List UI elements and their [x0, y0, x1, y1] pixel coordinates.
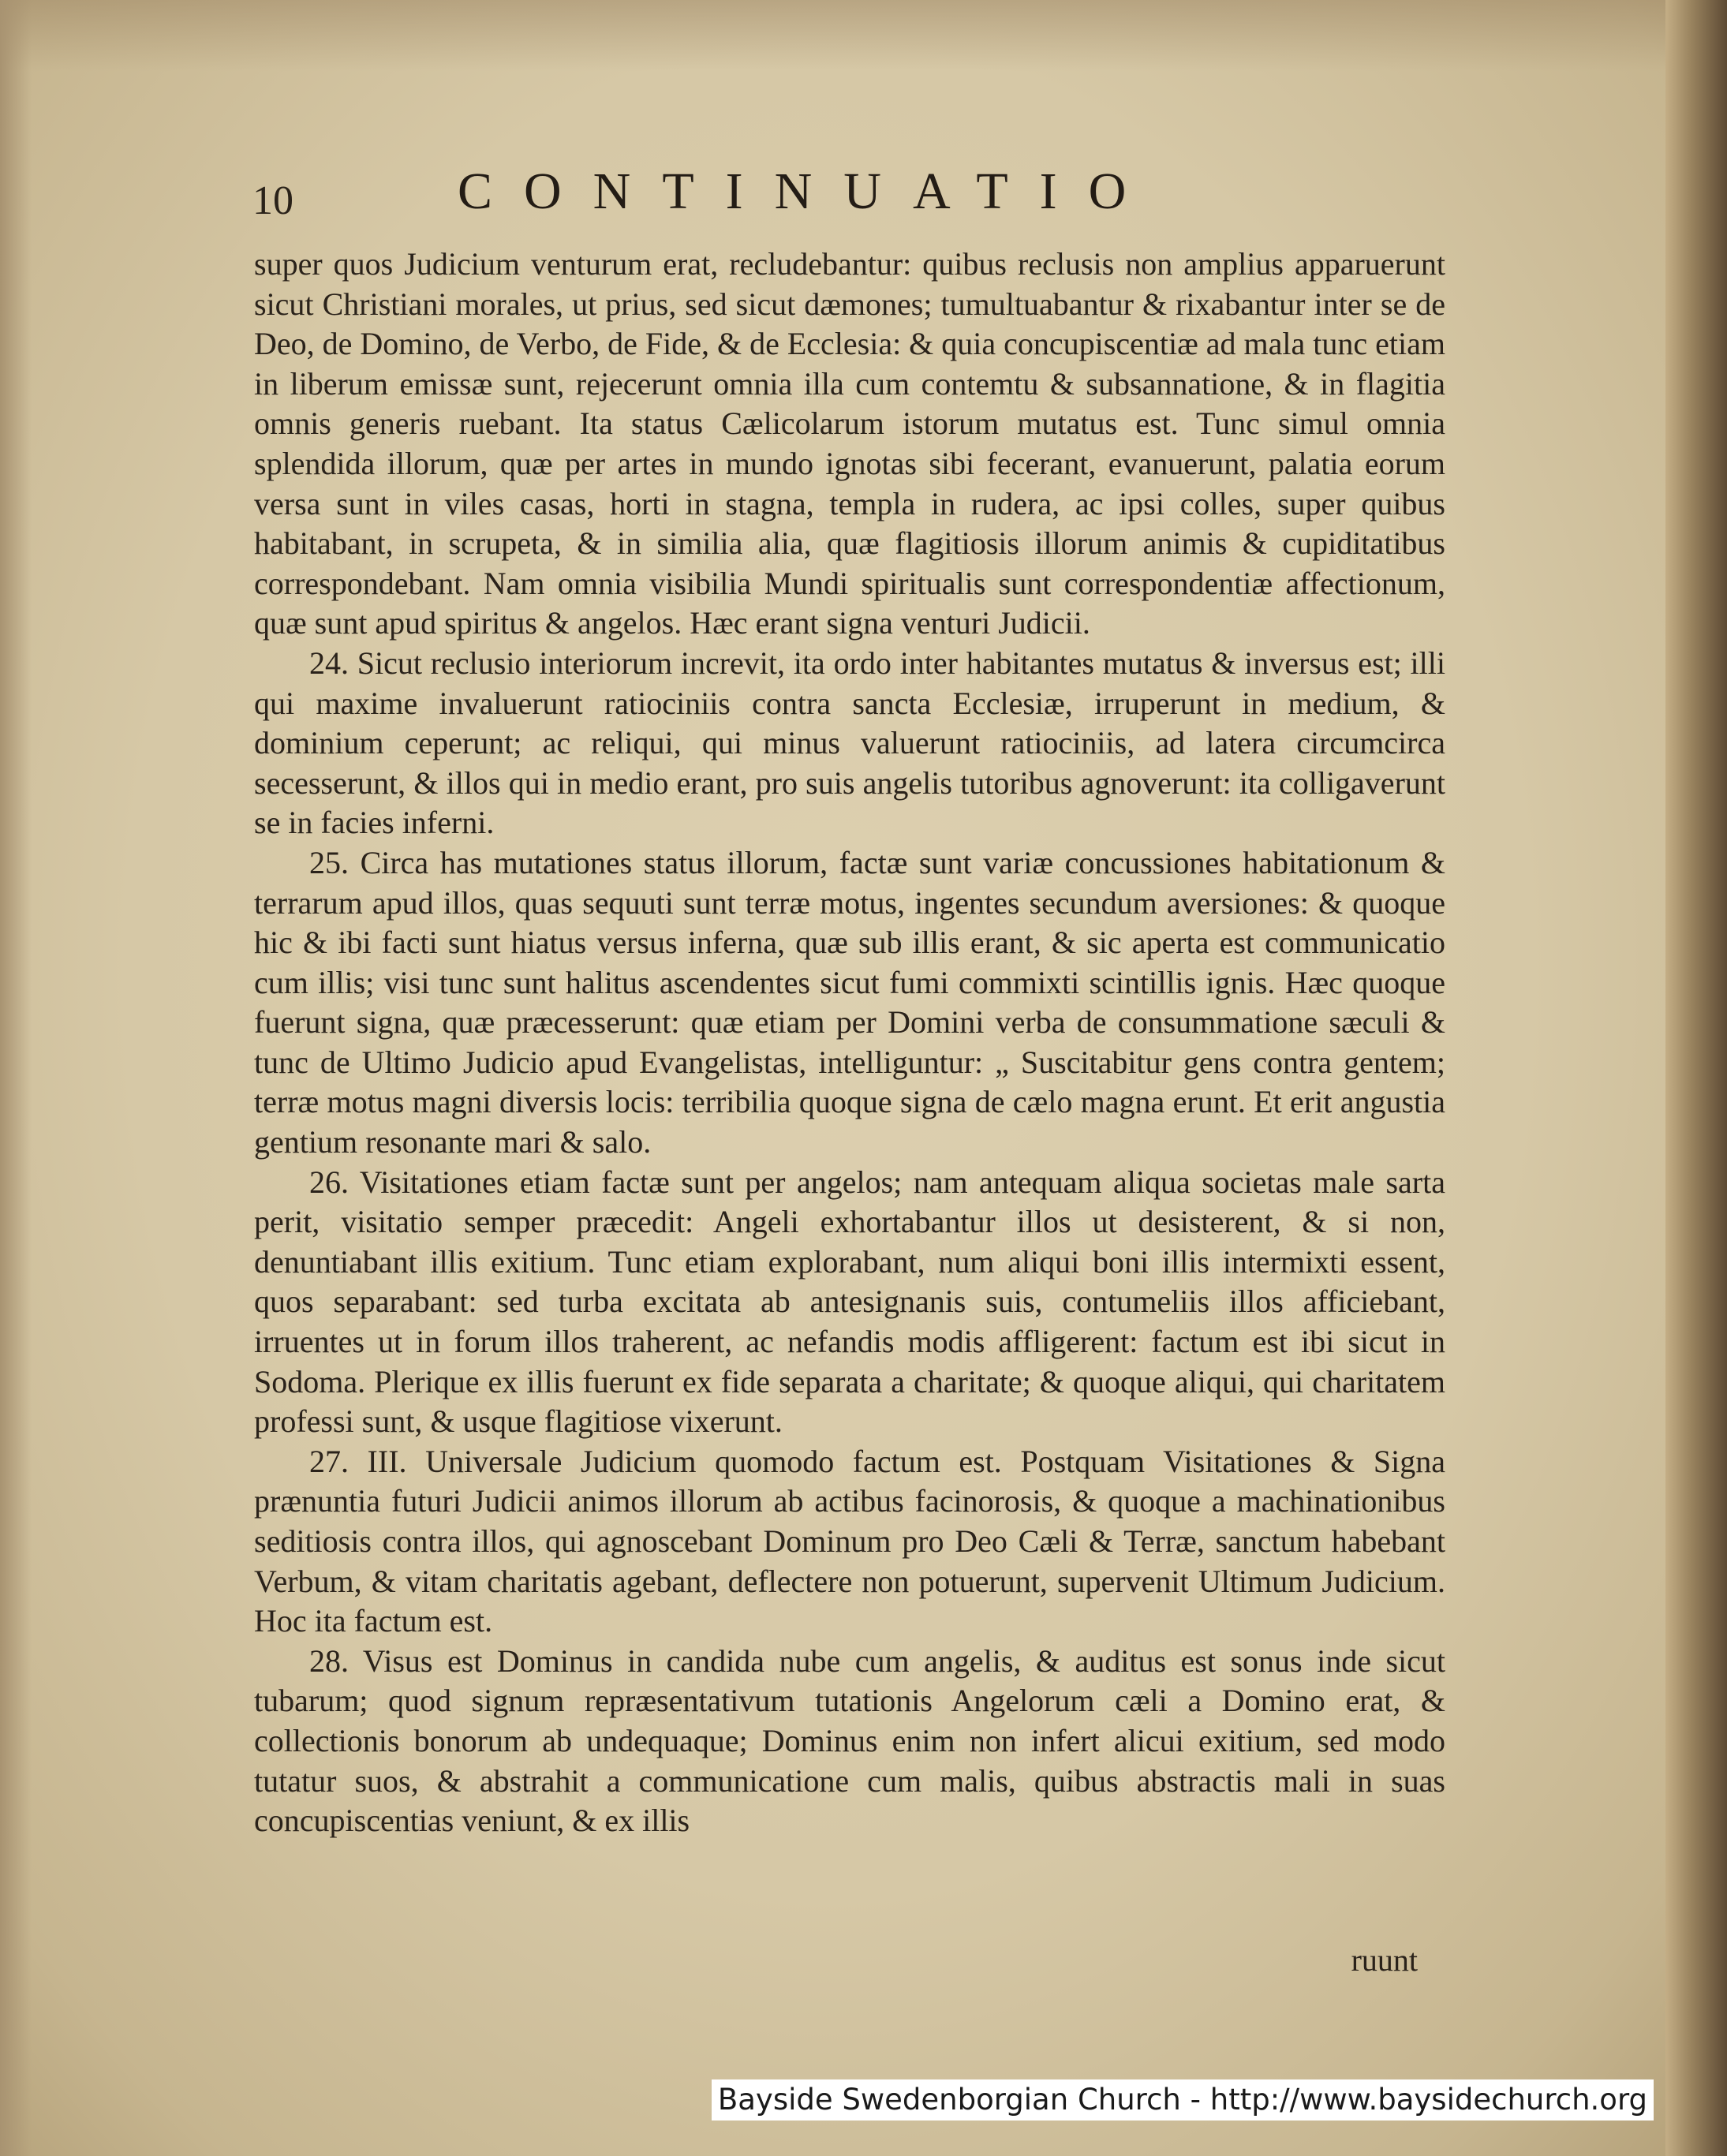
page-number: 10: [252, 178, 293, 223]
paragraph-27: 27. III. Universale Judicium quomodo factum est. Postquam Visitationes & Signa prænuntia futuri Judicii animos illorum ab actibus facinorosis, & quoque a machinationibus seditiosis contra illos, qui agnoscebant Dominum pro Deo Cæli & Terræ, sanctum habebant Verbum, & vitam charitatis agebant, deflectere non potuerunt, supervenit Ultimum Judicium. Hoc ita factum est.: [254, 1443, 1445, 1639]
page-header: [252, 162, 1294, 241]
running-title: CONTINUATIO: [458, 163, 1158, 220]
paragraph-24: 24. Sicut reclusio interiorum increvit, ita ordo inter habitantes mutatus & inversus est; illi qui maxime invaluerunt ratiociniis contra sancta Ecclesiæ, irruperunt in medium, & dominium ceperunt; ac reliqui, qui minus valuerunt ratiociniis, ad latera circumcirca secesserunt, & illos qui in medio erant, pro suis angelis tutoribus agnoverunt: ita colligaverunt se in facies inferni.: [254, 645, 1445, 841]
paragraph-25: 25. Circa has mutationes status illorum, factæ sunt variæ concussiones habitationum & terrarum apud illos, quas sequuti sunt terræ motus, ingentes secundum aversiones: & quoque hic & ibi facti sunt hiatus versus inferna, quæ sub illis erant, & sic aperta est communicatio cum illis; visi tunc sunt halitus ascendentes sicut fumi commixti scintillis ignis. Hæc quoque fuerunt signa, quæ præcesserunt: quæ etiam per Domini verba de consummatione sæculi & tunc de Ultimo Judicio apud Evangelistas, intelliguntur: „ Suscitabitur gens contra gentem; terræ motus magni diversis locis: terribilia quoque signa de cælo magna erunt. Et erit angustia gentium resonante mari & salo.: [254, 844, 1445, 1160]
body-text: [254, 245, 1445, 1841]
paragraph-continued: super quos Judicium venturum erat, recludebantur: quibus reclusis non amplius apparuerunt sicut Christiani morales, ut prius, sed sicut dæmones; tumultuabantur & rixabantur inter se de Deo, de Domino, de Verbo, de Fide, & de Ecclesia: & quia concupiscentiæ ad mala tunc etiam in liberum emissæ sunt, rejecerunt omnia illa cum contemtu & subsannatione, & in flagitia omnis generis ruebant. Ita status Cælicolarum istorum mutatus est. Tunc simul omnia splendida illorum, quæ per artes in mundo ignotas sibi fecerant, evanuerunt, palatia eorum versa sunt in viles casas, horti in stagna, templa in rudera, ac ipsi colles, super quibus habitabant, in scrupeta, & in similia alia, quæ flagitiosis illorum animis & cupiditatibus correspondebant. Nam omnia visibilia Mundi spiritualis sunt correspondentiæ affectionum, quæ sunt apud spiritus & angelos. Hæc erant signa venturi Judicii.: [254, 246, 1445, 641]
catchword: ruunt: [1351, 1942, 1418, 1978]
paragraph-28: 28. Visus est Dominus in candida nube cum angelis, & auditus est sonus inde sicut tubarum; quod signum repræsentativum tutationis Angelorum cæli a Domino erat, & collectionis bonorum ab undequaque; Dominus enim non infert alicui exitium, sed modo tutatur suos, & abstrahit a communicatione cum malis, quibus abstractis mali in suas concupiscentias veniunt, & ex illis: [254, 1642, 1445, 1839]
page-stain-top: [0, 0, 1727, 71]
watermark-credit: Bayside Swedenborgian Church - http://www.baysidechurch.org: [712, 2079, 1654, 2121]
page-left-edge: [0, 0, 32, 2156]
paragraph-26: 26. Visitationes etiam factæ sunt per angelos; nam antequam aliqua societas male sarta perit, visitatio semper præcedit: Angeli exhortabantur illos ut desisterent, & si non, denuntiabant illis exitium. Tunc etiam explorabant, num aliqui boni illis intermixti essent, quos separabant: sed turba excitata ab antesignanis suis, contumeliis illos afficiebant, irruentes ut in forum illos traherent, ac nefandis modis affligerent: factum est ibi sicut in Sodoma. Plerique ex illis fuerunt ex fide separata a charitate; & quoque aliqui, qui charitatem professi sunt, & usque flagitiose vixerunt.: [254, 1164, 1445, 1440]
page-right-edge: [1665, 0, 1727, 2156]
